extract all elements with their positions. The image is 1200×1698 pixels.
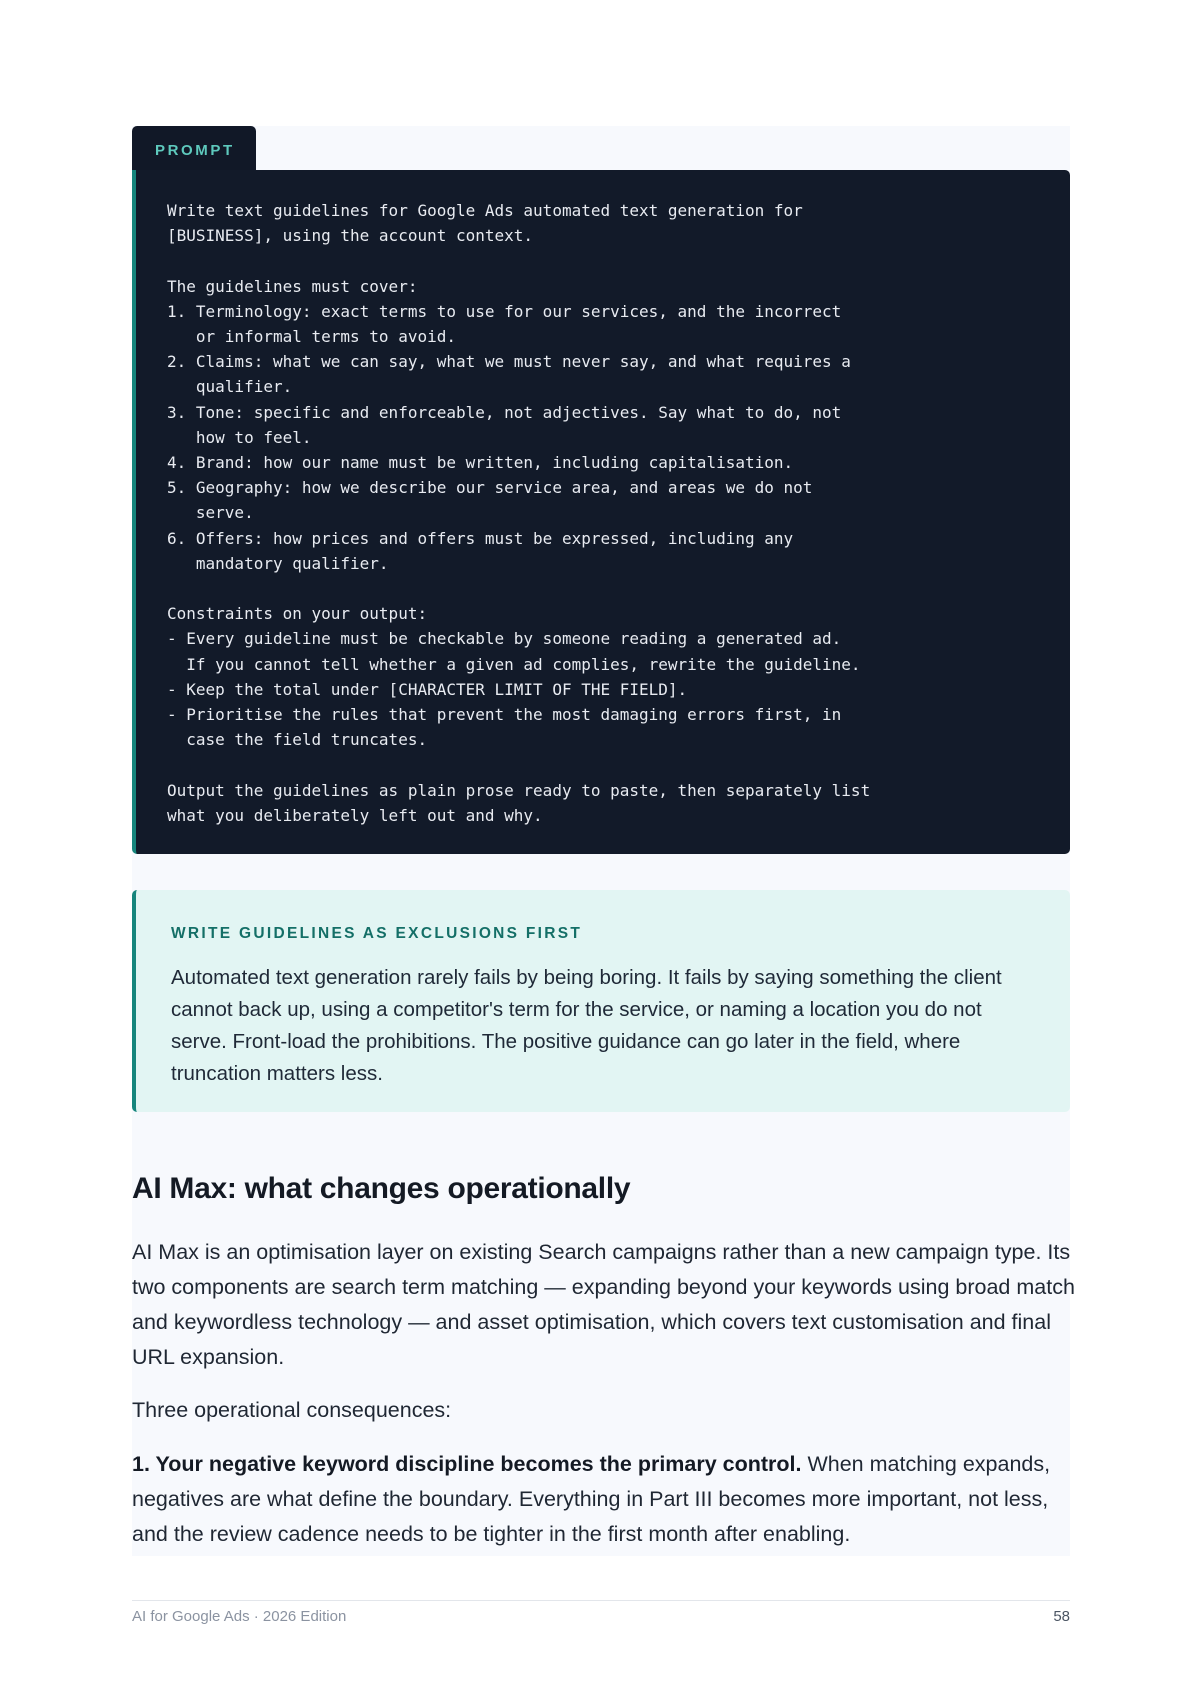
callout-body: Automated text generation rarely fails by being boring. It fails by saying something the client cannot back up, using a competitor's term for the service, or naming a location you do not serve. Front-load the prohibitions. The positive guidance can go later in the field, where truncation matters less. [171, 966, 1002, 1085]
callout-title: WRITE GUIDELINES AS EXCLUSIONS FIRST [171, 925, 583, 942]
body-paragraph: Three operational consequences: [132, 1398, 452, 1422]
prompt-label-tab: PROMPT [132, 126, 256, 172]
numbered-point [132, 1447, 1082, 1552]
body-paragraph: AI Max is an optimisation layer on existing Search campaigns rather than a new campaign type. Its two components are search term matching — expanding beyond your keywords using broad match and keywordless technology — and asset optimisation, which covers text customisation and final URL expansion. [132, 1240, 1075, 1369]
footer-divider [132, 1600, 1070, 1601]
prompt-text: Write text guidelines for Google Ads automated text generation for [BUSINESS], using the account context. The guidelines must cover: 1. Terminology: exact terms to use for our services, and the incorrect or informal terms to avoid. 2. Claims: what we can say, what we must never say, and what requires a qualifier. 3. Tone: specific and enforceable, not adjectives. Say what to do, not how to feel. 4. Brand: how our name must be written, including capitalisation. 5. Geography: how we describe our service area, and areas we do not serve. 6. Offers: how prices and offers must be expressed, including any mandatory qualifier. Constraints on your output: - Every guideline must be checkable by someone reading a generated ad. If you cannot tell whether a given ad complies, rewrite the guideline. - Keep the total under [CHARACTER LIMIT OF THE FIELD]. - Prioritise the rules that prevent the most damaging errors first, in case the field truncates. Output the guidelines as plain prose ready to paste, then separately list what you deliberately left out and why. [167, 201, 871, 825]
tip-callout [132, 890, 1070, 1112]
section-heading: AI Max: what changes operationally [132, 1172, 631, 1205]
point-body: When matching expands, negatives are what define the boundary. Everything in Part III becomes more important, not less, and the review cadence needs to be tighter in the first month after enabling. [132, 1452, 1051, 1546]
prompt-code-block [132, 170, 1070, 854]
page-number: 58 [1053, 1608, 1070, 1625]
footer-book-title: AI for Google Ads · 2026 Edition [132, 1608, 347, 1625]
point-lead: 1. Your negative keyword discipline becomes the primary control. [132, 1452, 802, 1476]
